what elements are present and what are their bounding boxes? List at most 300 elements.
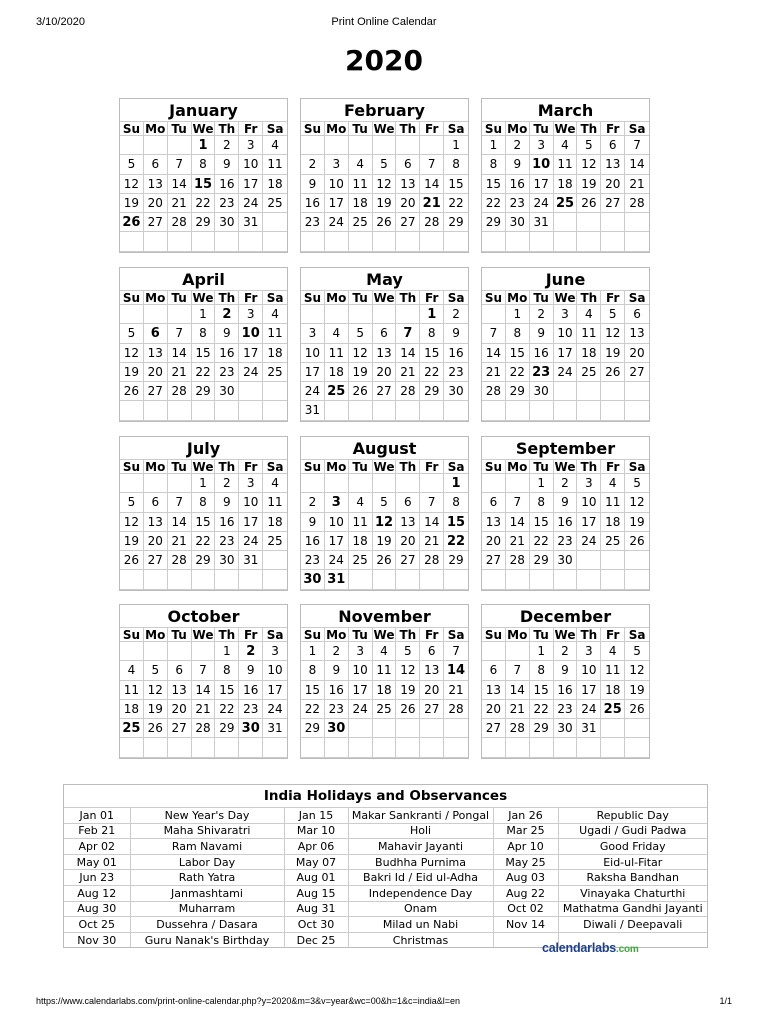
empty-cell (396, 474, 420, 493)
weekday-header: Su (482, 459, 506, 474)
empty-cell (577, 570, 601, 589)
day-cell: 16 (506, 175, 530, 194)
weekday-header: Sa (263, 121, 287, 136)
empty-cell (120, 305, 144, 324)
day-cell: 9 (215, 493, 239, 512)
weekday-header: Su (301, 121, 325, 136)
day-cell: 16 (301, 532, 325, 551)
empty-cell (373, 738, 397, 757)
day-cell: 4 (263, 305, 287, 324)
day-cell: 5 (625, 642, 649, 661)
day-cell: 17 (301, 363, 325, 382)
day-cell: 25 (577, 363, 601, 382)
day-cell: 11 (601, 493, 625, 512)
day-cell: 7 (192, 661, 216, 680)
day-cell: 13 (373, 344, 397, 363)
empty-cell (325, 401, 349, 420)
day-cell: 13 (168, 681, 192, 700)
weekday-header: Mo (325, 121, 349, 136)
day-cell: 3 (530, 136, 554, 155)
empty-cell (506, 570, 530, 589)
day-cell: 23 (215, 194, 239, 213)
holiday-row (64, 870, 707, 886)
holiday-date: Mar 10 (284, 823, 348, 839)
holiday-name: Mahavir Jayanti (348, 839, 493, 855)
weekday-header: We (554, 291, 576, 305)
day-cell: 31 (325, 570, 349, 589)
empty-cell (144, 474, 168, 493)
weekday-header: Tu (349, 290, 373, 305)
empty-cell (625, 551, 649, 570)
weekday-header: Fr (601, 627, 625, 642)
day-cell: 20 (373, 363, 397, 382)
weekday-header: Mo (144, 627, 168, 642)
empty-cell (625, 738, 649, 757)
empty-cell (215, 570, 239, 589)
day-cell: 21 (506, 700, 530, 719)
day-cell: 16 (239, 681, 263, 700)
empty-cell (506, 738, 530, 757)
day-cell: 19 (120, 532, 144, 551)
weekday-header: Sa (263, 459, 287, 474)
day-cell: 4 (373, 642, 397, 661)
day-cell: 28 (506, 719, 530, 738)
weekday-header: We (192, 122, 214, 136)
day-cell: 25 (373, 700, 397, 719)
day-cell: 17 (577, 513, 601, 532)
empty-cell (373, 136, 397, 155)
empty-cell (301, 232, 325, 251)
weekday-header: Mo (325, 459, 349, 474)
day-cell: 24 (239, 363, 263, 382)
holiday-name: Rath Yatra (130, 870, 284, 886)
holidays-table-panel (63, 784, 708, 948)
day-cell: 11 (263, 324, 287, 343)
day-cell: 2 (444, 305, 468, 324)
empty-cell (144, 570, 168, 589)
weekday-header: Mo (144, 290, 168, 305)
holiday-name: Bakri Id / Eid ul-Adha (348, 870, 493, 886)
day-cell: 22 (215, 700, 239, 719)
day-cell: 31 (239, 213, 263, 232)
day-cell: 12 (144, 681, 168, 700)
empty-cell (420, 136, 444, 155)
day-cell: 19 (373, 194, 397, 213)
day-cell: 21 (168, 532, 192, 551)
holiday-name: Maha Shivaratri (130, 823, 284, 839)
weekday-header: Th (215, 290, 239, 305)
weekday-header: Mo (144, 121, 168, 136)
day-cell: 30 (530, 382, 554, 401)
empty-cell (420, 401, 444, 420)
empty-cell (120, 232, 144, 251)
weekday-header: Th (577, 459, 601, 474)
empty-cell (349, 232, 373, 251)
month-april (119, 267, 288, 422)
day-cell: 22 (506, 363, 530, 382)
weekday-header: Tu (530, 290, 554, 305)
day-cell: 6 (373, 324, 397, 343)
day-cell: 5 (396, 642, 420, 661)
day-cell: 14 (444, 661, 468, 680)
day-cell: 9 (325, 661, 349, 680)
day-cell: 13 (144, 513, 168, 532)
empty-cell (144, 136, 168, 155)
holiday-name: Good Friday (558, 839, 707, 855)
month-days-grid (301, 121, 468, 252)
day-cell: 8 (444, 155, 468, 174)
day-cell: 27 (168, 719, 192, 738)
day-cell: 23 (215, 532, 239, 551)
empty-cell (420, 474, 444, 493)
month-days-grid (482, 459, 649, 590)
empty-cell (601, 738, 625, 757)
empty-cell (120, 738, 144, 757)
empty-cell (444, 719, 468, 738)
holiday-name: Makar Sankranti / Pongal (348, 808, 493, 823)
weekday-header: Su (120, 290, 144, 305)
day-cell: 27 (482, 719, 506, 738)
day-cell: 17 (577, 681, 601, 700)
day-cell: 22 (530, 700, 554, 719)
day-cell: 31 (301, 401, 325, 420)
day-cell: 29 (530, 719, 554, 738)
day-cell: 27 (625, 363, 649, 382)
month-july (119, 436, 288, 591)
day-cell: 20 (396, 194, 420, 213)
day-cell: 18 (120, 700, 144, 719)
empty-cell (239, 738, 263, 757)
empty-cell (120, 570, 144, 589)
day-cell: 30 (506, 213, 530, 232)
day-cell: 18 (577, 344, 601, 363)
empty-cell (373, 719, 397, 738)
day-cell: 20 (396, 532, 420, 551)
day-cell: 3 (263, 642, 287, 661)
day-cell: 18 (601, 681, 625, 700)
holiday-date: Aug 15 (284, 885, 348, 901)
day-cell: 19 (577, 175, 601, 194)
day-cell: 21 (396, 363, 420, 382)
day-cell: 14 (168, 175, 192, 194)
day-cell: 20 (601, 175, 625, 194)
weekday-header: Fr (239, 290, 263, 305)
day-cell: 8 (506, 324, 530, 343)
weekday-header: Tu (168, 459, 192, 474)
empty-cell (215, 232, 239, 251)
day-cell: 8 (420, 324, 444, 343)
empty-cell (325, 136, 349, 155)
day-cell: 26 (577, 194, 601, 213)
day-cell: 16 (215, 513, 239, 532)
day-cell: 17 (554, 344, 578, 363)
empty-cell (506, 474, 530, 493)
day-cell: 29 (192, 382, 216, 401)
day-cell: 15 (444, 513, 468, 532)
day-cell: 4 (349, 493, 373, 512)
day-cell: 18 (263, 175, 287, 194)
day-cell: 20 (144, 363, 168, 382)
day-cell: 27 (482, 551, 506, 570)
day-cell: 8 (444, 493, 468, 512)
day-cell: 26 (625, 532, 649, 551)
empty-cell (263, 382, 287, 401)
empty-cell (396, 305, 420, 324)
holiday-row (64, 808, 707, 823)
empty-cell (168, 232, 192, 251)
day-cell: 2 (554, 642, 578, 661)
day-cell: 23 (554, 532, 578, 551)
empty-cell (239, 570, 263, 589)
month-days-grid (301, 290, 468, 421)
holiday-name: Independence Day (348, 885, 493, 901)
empty-cell (168, 401, 192, 420)
empty-cell (577, 382, 601, 401)
empty-cell (601, 401, 625, 420)
day-cell: 16 (215, 175, 239, 194)
day-cell: 10 (349, 661, 373, 680)
day-cell: 22 (444, 532, 468, 551)
weekday-header: Tu (349, 121, 373, 136)
day-cell: 2 (239, 642, 263, 661)
day-cell: 31 (577, 719, 601, 738)
footer-url: https://www.calendarlabs.com/print-online-calendar.php?y=2020&m=3&v=year&wc=00&h=1&c=india&l=en (36, 996, 461, 1006)
day-cell: 21 (168, 363, 192, 382)
day-cell: 24 (325, 213, 349, 232)
day-cell: 10 (301, 344, 325, 363)
weekday-header: Sa (625, 627, 649, 642)
day-cell: 2 (301, 493, 325, 512)
month-days-grid (482, 121, 649, 252)
day-cell: 4 (577, 305, 601, 324)
day-cell: 15 (530, 681, 554, 700)
day-cell: 9 (444, 324, 468, 343)
day-cell: 30 (215, 551, 239, 570)
day-cell: 11 (263, 155, 287, 174)
day-cell: 19 (120, 363, 144, 382)
day-cell: 12 (625, 493, 649, 512)
day-cell: 24 (577, 532, 601, 551)
empty-cell (144, 642, 168, 661)
day-cell: 12 (120, 175, 144, 194)
empty-cell (349, 474, 373, 493)
day-cell: 23 (215, 363, 239, 382)
holiday-name: Milad un Nabi (348, 917, 493, 933)
day-cell: 22 (482, 194, 506, 213)
day-cell: 6 (168, 661, 192, 680)
empty-cell (349, 738, 373, 757)
day-cell: 24 (577, 700, 601, 719)
weekday-header: Tu (349, 627, 373, 642)
empty-cell (168, 136, 192, 155)
day-cell: 24 (239, 532, 263, 551)
day-cell: 19 (349, 363, 373, 382)
day-cell: 14 (420, 175, 444, 194)
day-cell: 13 (420, 661, 444, 680)
holiday-date: Aug 01 (284, 870, 348, 886)
day-cell: 30 (215, 213, 239, 232)
weekday-header: Mo (506, 459, 530, 474)
day-cell: 26 (373, 551, 397, 570)
month-name: July (186, 439, 221, 458)
day-cell: 21 (506, 532, 530, 551)
day-cell: 4 (325, 324, 349, 343)
day-cell: 15 (530, 513, 554, 532)
day-cell: 23 (301, 551, 325, 570)
day-cell: 28 (168, 551, 192, 570)
empty-cell (396, 401, 420, 420)
day-cell: 22 (192, 194, 216, 213)
day-cell: 22 (444, 194, 468, 213)
day-cell: 28 (192, 719, 216, 738)
day-cell: 15 (482, 175, 506, 194)
day-cell: 16 (325, 681, 349, 700)
month-name: May (366, 270, 403, 289)
day-cell: 2 (215, 305, 239, 324)
empty-cell (239, 401, 263, 420)
day-cell: 31 (239, 551, 263, 570)
empty-cell (168, 738, 192, 757)
day-cell: 11 (373, 661, 397, 680)
day-cell: 16 (301, 194, 325, 213)
holiday-date: Oct 30 (284, 917, 348, 933)
day-cell: 5 (120, 324, 144, 343)
empty-cell (420, 232, 444, 251)
day-cell: 12 (373, 513, 397, 532)
day-cell: 14 (192, 681, 216, 700)
day-cell: 30 (554, 719, 578, 738)
weekday-header: Mo (506, 290, 530, 305)
month-june (481, 267, 650, 422)
day-cell: 3 (325, 155, 349, 174)
day-cell: 20 (482, 532, 506, 551)
day-cell: 11 (263, 493, 287, 512)
day-cell: 21 (420, 194, 444, 213)
day-cell: 22 (530, 532, 554, 551)
weekday-header: We (373, 460, 395, 474)
weekday-header: We (554, 628, 576, 642)
month-days-grid (120, 627, 287, 758)
empty-cell (554, 213, 578, 232)
day-cell: 14 (482, 344, 506, 363)
empty-cell (215, 401, 239, 420)
day-cell: 7 (168, 324, 192, 343)
day-cell: 23 (530, 363, 554, 382)
empty-cell (601, 551, 625, 570)
holiday-date: Oct 02 (493, 901, 558, 917)
weekday-header: Th (396, 459, 420, 474)
day-cell: 13 (601, 155, 625, 174)
day-cell: 17 (263, 681, 287, 700)
calendarlabs-logo[interactable] (542, 941, 639, 955)
day-cell: 2 (530, 305, 554, 324)
day-cell: 1 (444, 136, 468, 155)
weekday-header: We (192, 628, 214, 642)
day-cell: 24 (554, 363, 578, 382)
empty-cell (625, 401, 649, 420)
holiday-date: Aug 31 (284, 901, 348, 917)
empty-cell (144, 401, 168, 420)
empty-cell (263, 738, 287, 757)
day-cell: 18 (325, 363, 349, 382)
empty-cell (373, 232, 397, 251)
empty-cell (263, 213, 287, 232)
weekday-header: Su (120, 627, 144, 642)
weekday-header: Su (120, 459, 144, 474)
day-cell: 1 (506, 305, 530, 324)
empty-cell (530, 401, 554, 420)
holiday-date: Nov 30 (64, 932, 130, 947)
day-cell: 29 (215, 719, 239, 738)
empty-cell (120, 136, 144, 155)
day-cell: 12 (396, 661, 420, 680)
weekday-header: Th (577, 121, 601, 136)
holiday-date: Feb 21 (64, 823, 130, 839)
empty-cell (325, 232, 349, 251)
day-cell: 9 (530, 324, 554, 343)
empty-cell (482, 570, 506, 589)
weekday-header: Sa (444, 459, 468, 474)
empty-cell (625, 570, 649, 589)
day-cell: 8 (192, 324, 216, 343)
weekday-header: Su (301, 627, 325, 642)
day-cell: 2 (325, 642, 349, 661)
weekday-header: Su (482, 627, 506, 642)
weekday-header: We (373, 291, 395, 305)
day-cell: 4 (349, 155, 373, 174)
weekday-header: Th (396, 121, 420, 136)
empty-cell (530, 570, 554, 589)
weekday-header: Tu (168, 627, 192, 642)
day-cell: 18 (601, 513, 625, 532)
day-cell: 7 (420, 155, 444, 174)
day-cell: 28 (396, 382, 420, 401)
day-cell: 8 (192, 155, 216, 174)
day-cell: 28 (420, 551, 444, 570)
day-cell: 19 (396, 681, 420, 700)
day-cell: 9 (239, 661, 263, 680)
day-cell: 31 (263, 719, 287, 738)
weekday-header: Sa (625, 290, 649, 305)
month-days-grid (120, 459, 287, 590)
day-cell: 23 (239, 700, 263, 719)
day-cell: 1 (420, 305, 444, 324)
day-cell: 13 (144, 344, 168, 363)
day-cell: 27 (144, 213, 168, 232)
day-cell: 7 (444, 642, 468, 661)
day-cell: 31 (530, 213, 554, 232)
day-cell: 12 (577, 155, 601, 174)
empty-cell (482, 738, 506, 757)
day-cell: 22 (301, 700, 325, 719)
day-cell: 30 (301, 570, 325, 589)
day-cell: 27 (396, 551, 420, 570)
day-cell: 9 (215, 155, 239, 174)
day-cell: 11 (349, 513, 373, 532)
day-cell: 15 (506, 344, 530, 363)
empty-cell (554, 232, 578, 251)
day-cell: 17 (325, 532, 349, 551)
empty-cell (349, 401, 373, 420)
month-september (481, 436, 650, 591)
empty-cell (301, 136, 325, 155)
day-cell: 14 (420, 513, 444, 532)
day-cell: 25 (554, 194, 578, 213)
day-cell: 27 (601, 194, 625, 213)
weekday-header: Sa (263, 290, 287, 305)
weekday-header: Fr (239, 459, 263, 474)
day-cell: 24 (349, 700, 373, 719)
